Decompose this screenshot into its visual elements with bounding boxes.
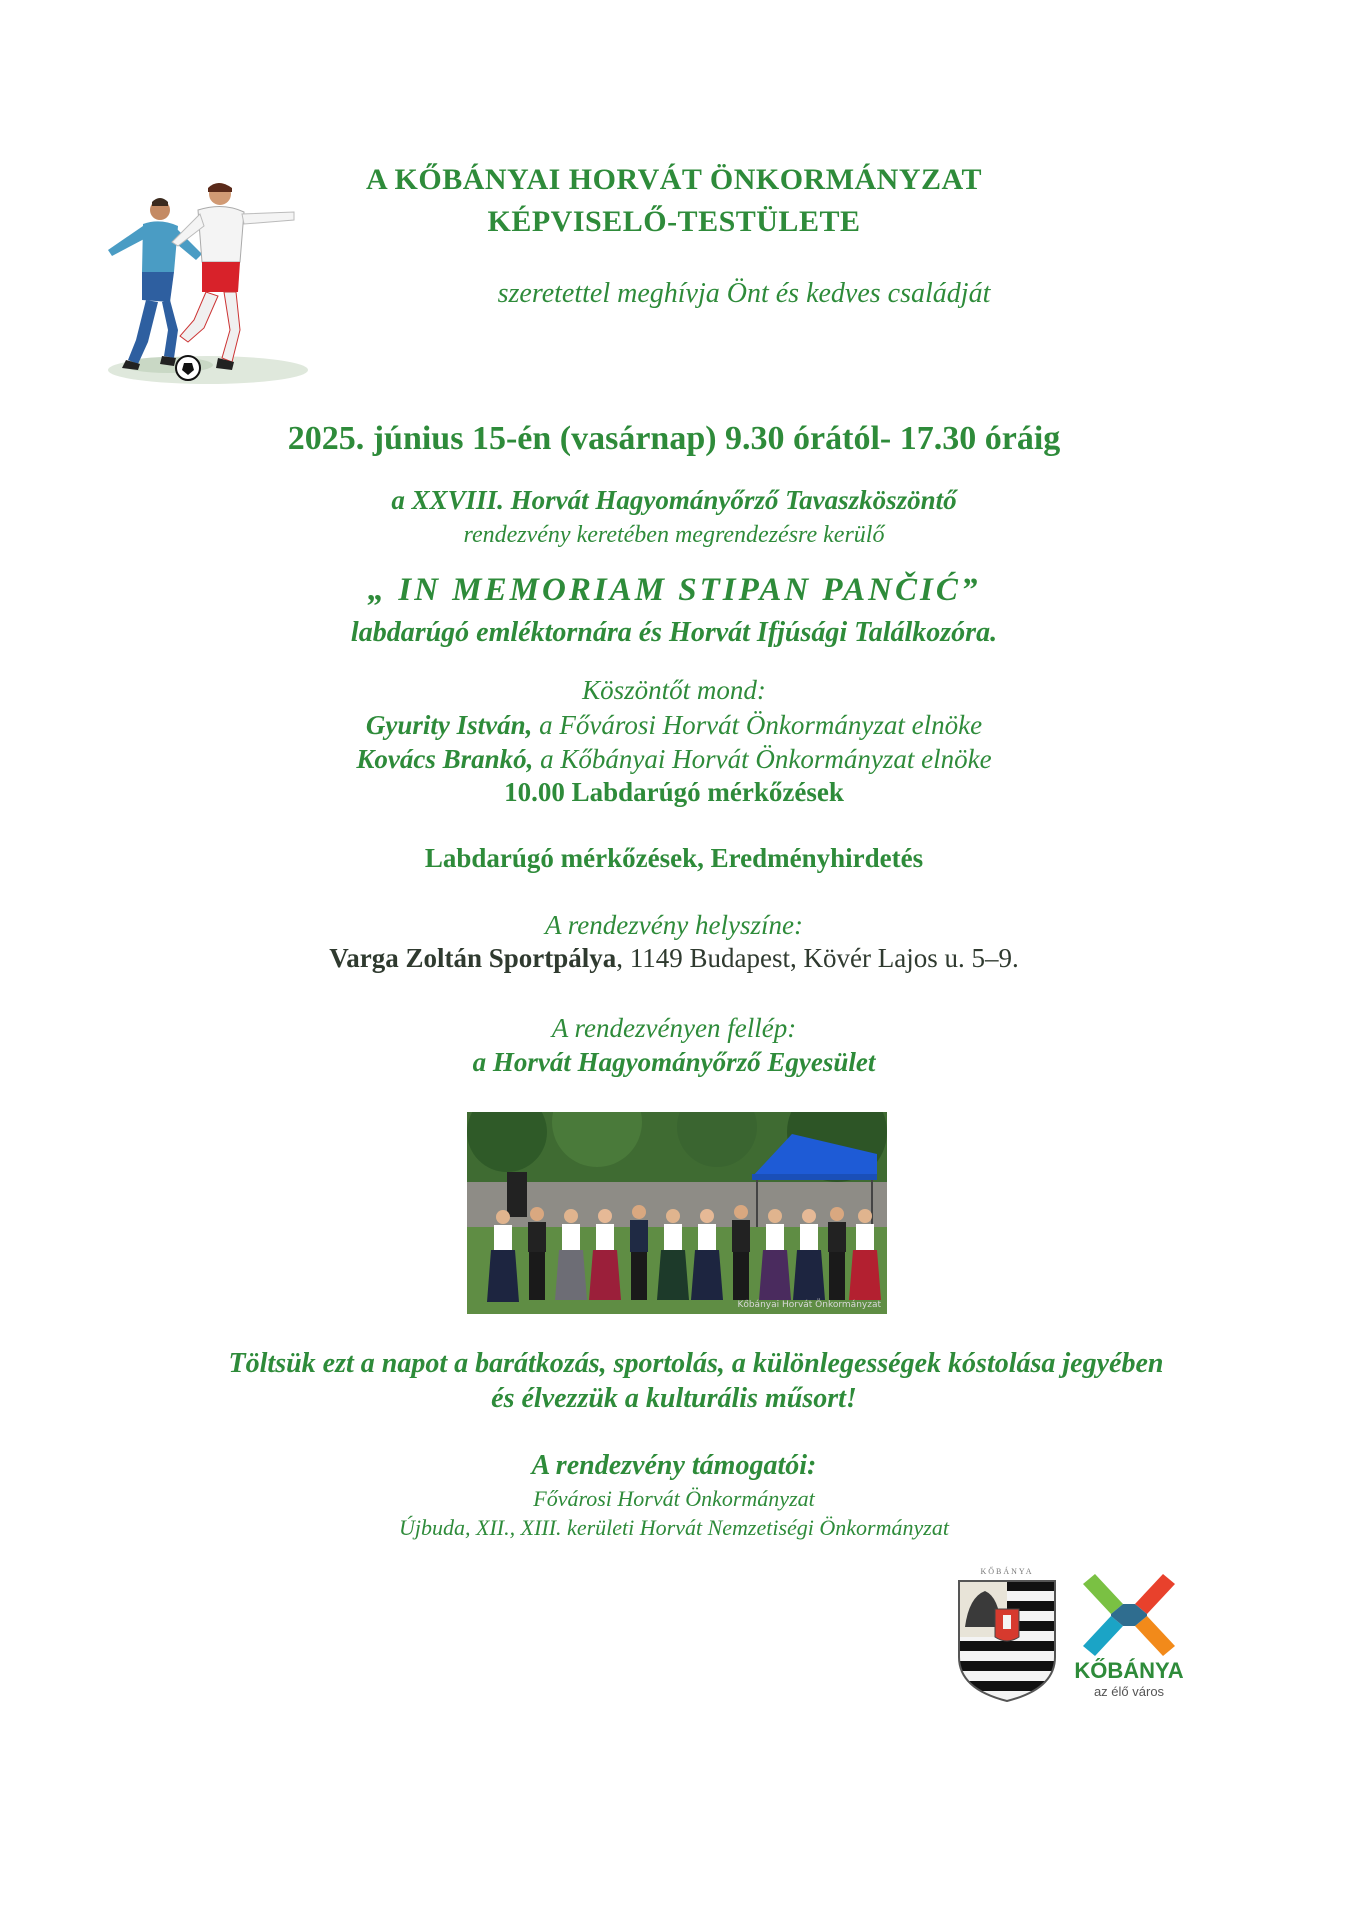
kobanya-logo-mark-icon: [1065, 1570, 1193, 1660]
venue-address: , 1149 Budapest, Kövér Lajos u. 5–9.: [616, 943, 1019, 973]
kobanya-logo-name: KŐBÁNYA: [1074, 1658, 1184, 1683]
closing-line-2: és élvezzük a kulturális műsort!: [491, 1383, 857, 1414]
performer-name: a Horvát Hagyományőrző Egyesület: [472, 1047, 876, 1077]
shield-icon: [955, 1567, 1059, 1703]
organization-title-line2: KÉPVISELŐ-TESTÜLETE: [487, 205, 861, 238]
folk-group-photo: [467, 1112, 887, 1314]
event-date: 2025. június 15-én (vasárnap) 9.30 órától- 17.30 óráig: [287, 420, 1061, 457]
speaker-2-role: a Kőbányai Horvát Önkormányzat elnöke: [540, 744, 992, 774]
venue-title: A rendezvény helyszíne:: [545, 910, 803, 940]
sponsor-item: Fővárosi Horvát Önkormányzat: [533, 1486, 815, 1511]
closing-line-1: Töltsük ezt a napot a barátkozás, sportolás, a különlegességek kóstolása jegyében: [228, 1348, 1164, 1379]
speaker-1-role: a Fővárosi Horvát Önkormányzat elnöke: [539, 710, 983, 740]
performer-title: A rendezvényen fellép:: [551, 1013, 797, 1043]
greetings-title: Köszöntőt mond:: [582, 675, 766, 705]
speaker-2-name: Kovács Brankó,: [356, 744, 534, 774]
kobanya-logo-tagline: az élő város: [1093, 1684, 1165, 1699]
memorial-title: „ IN MEMORIAM STIPAN PANČIĆ”: [367, 572, 981, 608]
sponsors-title: A rendezvény támogatói:: [531, 1450, 817, 1481]
kobanya-city-logo: [1065, 1570, 1193, 1705]
venue-line: [0, 943, 1348, 974]
tournament-text: labdarúgó emléktornára és Horvát Ifjúsági Találkozóra.: [350, 617, 998, 648]
program-item-2: Labdarúgó mérkőzések, Eredményhirdetés: [424, 843, 924, 873]
coat-of-arms-title: KŐBÁNYA: [980, 1567, 1034, 1576]
invitation-line: szeretettel meghívja Önt és kedves családját: [497, 278, 991, 309]
speaker-1: [0, 710, 1348, 741]
event-name: a XXVIII. Horvát Hagyományőrző Tavaszköszöntő: [391, 485, 957, 515]
speaker-2: [0, 744, 1348, 775]
photo-watermark: Kőbányai Horvát Önkormányzat: [737, 1300, 881, 1310]
organization-title-line1: A KŐBÁNYAI HORVÁT ÖNKORMÁNYZAT: [366, 163, 982, 196]
program-item-1: 10.00 Labdarúgó mérkőzések: [504, 777, 844, 807]
event-frame-text: rendezvény keretében megrendezésre kerülő: [463, 522, 885, 548]
sponsor-item: Újbuda, XII., XIII. kerületi Horvát Nemzetiségi Önkormányzat: [399, 1515, 949, 1540]
speaker-1-name: Gyurity István,: [365, 710, 533, 740]
folk-group-photo-drawing: [467, 1112, 887, 1314]
kobanya-coat-of-arms: [955, 1567, 1059, 1703]
venue-name: Varga Zoltán Sportpálya: [329, 943, 617, 973]
